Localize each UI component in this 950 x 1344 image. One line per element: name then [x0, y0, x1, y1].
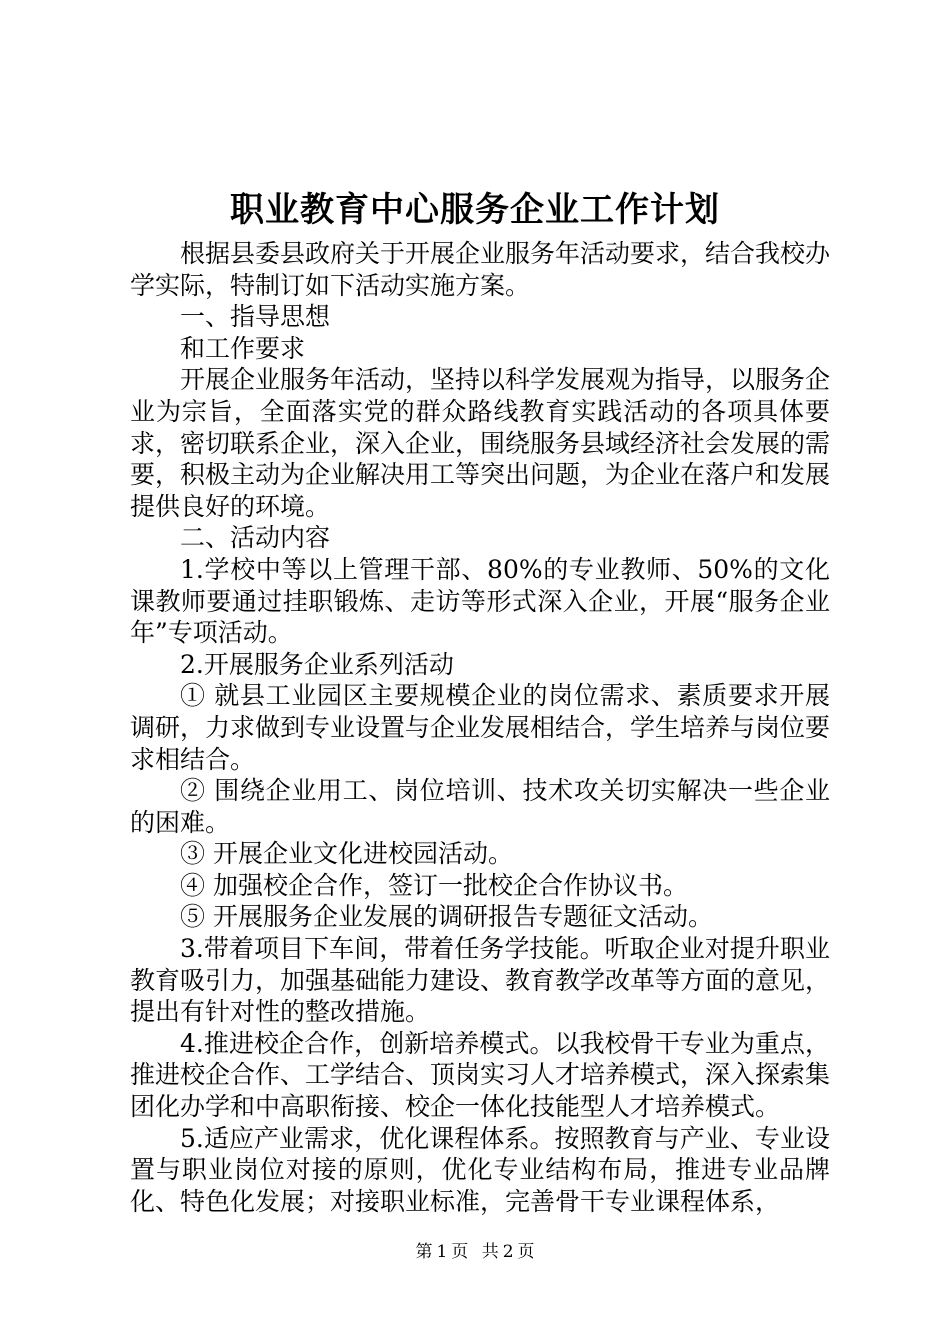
page-label-prefix: 第	[415, 1242, 433, 1262]
paragraph: 5.适应产业需求，优化课程体系。按照教育与产业、专业设置与职业岗位对接的原则，优化专业结构布局，推进专业品牌化、特色化发展；对接职业标准，完善骨干专业课程体系，	[130, 1123, 830, 1216]
page-total	[480, 1242, 537, 1262]
current-page: 1	[436, 1242, 448, 1262]
list-item: ① 就县工业园区主要规模企业的岗位需求、素质要求开展调研，力求做到专业设置与企业发展相结合，学生培养与岗位要求相结合。	[130, 681, 831, 774]
total-label-suffix: 页	[517, 1242, 535, 1262]
list-item: ② 围绕企业用工、岗位培训、技术攻关切实解决一些企业的困难。	[130, 776, 830, 837]
paragraph: 1.学校中等以上管理干部、80%的专业教师、50%的文化课教师要通过挂职锻炼、走访等形式深入企业，开展“服务企业年”专项活动。	[130, 554, 830, 648]
page-number	[413, 1242, 470, 1262]
paragraph: 3.带着项目下车间，带着任务学技能。听取企业对提升职业教育吸引力，加强基础能力建设、教育教学改革等方面的意见，提出有针对性的整改措施。	[130, 934, 831, 1027]
list-item: ⑤ 开展服务企业发展的调研报告专题征文活动。	[180, 902, 713, 932]
paragraph: 根据县委县政府关于开展企业服务年活动要求，结合我校办学实际，特制订如下活动实施方案。	[130, 239, 831, 300]
list-item: ④ 加强校企合作，签订一批校企合作协议书。	[180, 870, 688, 900]
section-heading: 和工作要求	[180, 333, 306, 363]
document-body	[130, 238, 830, 1217]
section-heading: 一、指导思想	[180, 302, 331, 332]
paragraph: 2.开展服务企业系列活动	[180, 649, 454, 679]
total-pages: 2	[502, 1242, 514, 1262]
section-heading: 二、活动内容	[180, 523, 331, 553]
page-label-suffix: 页	[451, 1242, 469, 1262]
paragraph: 开展企业服务年活动，坚持以科学发展观为指导，以服务企业为宗旨，全面落实党的群众路线教育实践活动的各项具体要求，密切联系企业，深入企业，围绕服务县域经济社会发展的需要，积极主动为企业解决用工等突出问题，为企业在落户和发展提供良好的环境。	[130, 365, 831, 521]
page-footer	[0, 1240, 950, 1264]
total-label-prefix: 共	[481, 1242, 499, 1262]
paragraph: 4.推进校企合作，创新培养模式。以我校骨干专业为重点，推进校企合作、工学结合、顶岗实习人才培养模式，深入探索集团化办学和中高职衔接、校企一体化技能型人才培养模式。	[130, 1028, 831, 1122]
document-title: 职业教育中心服务企业工作计划	[230, 190, 720, 230]
list-item: ③ 开展企业文化进校园活动。	[180, 839, 513, 869]
